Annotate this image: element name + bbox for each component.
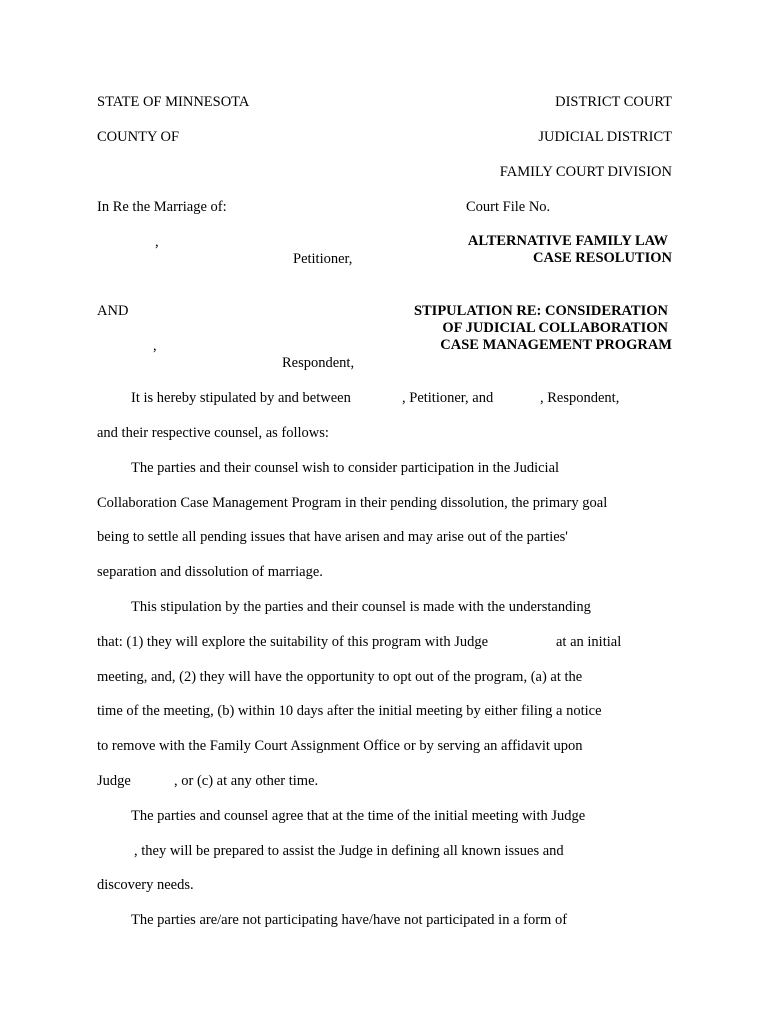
alt-title-line2: CASE RESOLUTION — [533, 250, 672, 266]
body-p2-line3: being to settle all pending issues that have arisen and may arise out of the parties' — [97, 529, 568, 545]
body-p1-line2: and their respective counsel, as follows: — [97, 425, 329, 441]
body-p1-part-c: , Respondent, — [540, 390, 620, 406]
district-court-label: DISTRICT COURT — [555, 94, 672, 110]
body-p4-line2: , they will be prepared to assist the Judge in defining all known issues and — [134, 843, 564, 859]
court-file-label: Court File No. — [466, 199, 551, 215]
county-label: COUNTY OF — [97, 129, 180, 145]
body-p3-line1: This stipulation by the parties and their counsel is made with the understanding — [131, 599, 591, 615]
respondent-name-blank: , — [153, 338, 157, 354]
stipulation-title-line2: OF JUDICIAL COLLABORATION — [442, 320, 668, 336]
stipulation-title-line3: CASE MANAGEMENT PROGRAM — [440, 337, 672, 353]
alt-title-line1: ALTERNATIVE FAMILY LAW — [467, 233, 668, 249]
and-label: AND — [97, 303, 129, 319]
body-p1-part-a: It is hereby stipulated by and between — [131, 390, 351, 406]
body-p3-line6-a: Judge — [97, 773, 131, 789]
body-p1-part-b: , Petitioner, and — [402, 390, 494, 406]
body-p3-line2-a: that: (1) they will explore the suitability of this program with Judge — [97, 634, 489, 650]
body-p2-line4: separation and dissolution of marriage. — [97, 564, 323, 580]
body-p2-line2: Collaboration Case Management Program in their pending dissolution, the primary goal — [97, 495, 608, 511]
body-p5-line1: The parties are/are not participating have/have not participated in a form of — [131, 912, 568, 928]
body-p4-line1: The parties and counsel agree that at the time of the initial meeting with Judge — [131, 808, 586, 824]
respondent-label: Respondent, — [282, 355, 355, 371]
judicial-district-label: JUDICIAL DISTRICT — [538, 129, 672, 145]
body-p4-line3: discovery needs. — [97, 877, 194, 893]
body-p3-line4: time of the meeting, (b) within 10 days after the initial meeting by either filing a notice — [97, 703, 602, 719]
petitioner-label: Petitioner, — [293, 251, 353, 267]
petitioner-name-blank: , — [155, 234, 159, 250]
body-p3-line6-b: , or (c) at any other time. — [174, 773, 319, 789]
body-p3-line2-b: at an initial — [556, 634, 622, 650]
body-p2-line1: The parties and their counsel wish to consider participation in the Judicial — [131, 460, 560, 476]
state-label: STATE OF MINNESOTA — [97, 94, 250, 110]
body-p3-line3: meeting, and, (2) they will have the opportunity to opt out of the program, (a) at the — [97, 669, 583, 685]
in-re-label: In Re the Marriage of: — [97, 199, 227, 215]
division-label: FAMILY COURT DIVISION — [499, 164, 672, 180]
stipulation-title-line1: STIPULATION RE: CONSIDERATION — [413, 303, 668, 319]
body-p3-line5: to remove with the Family Court Assignment Office or by serving an affidavit upon — [97, 738, 583, 754]
